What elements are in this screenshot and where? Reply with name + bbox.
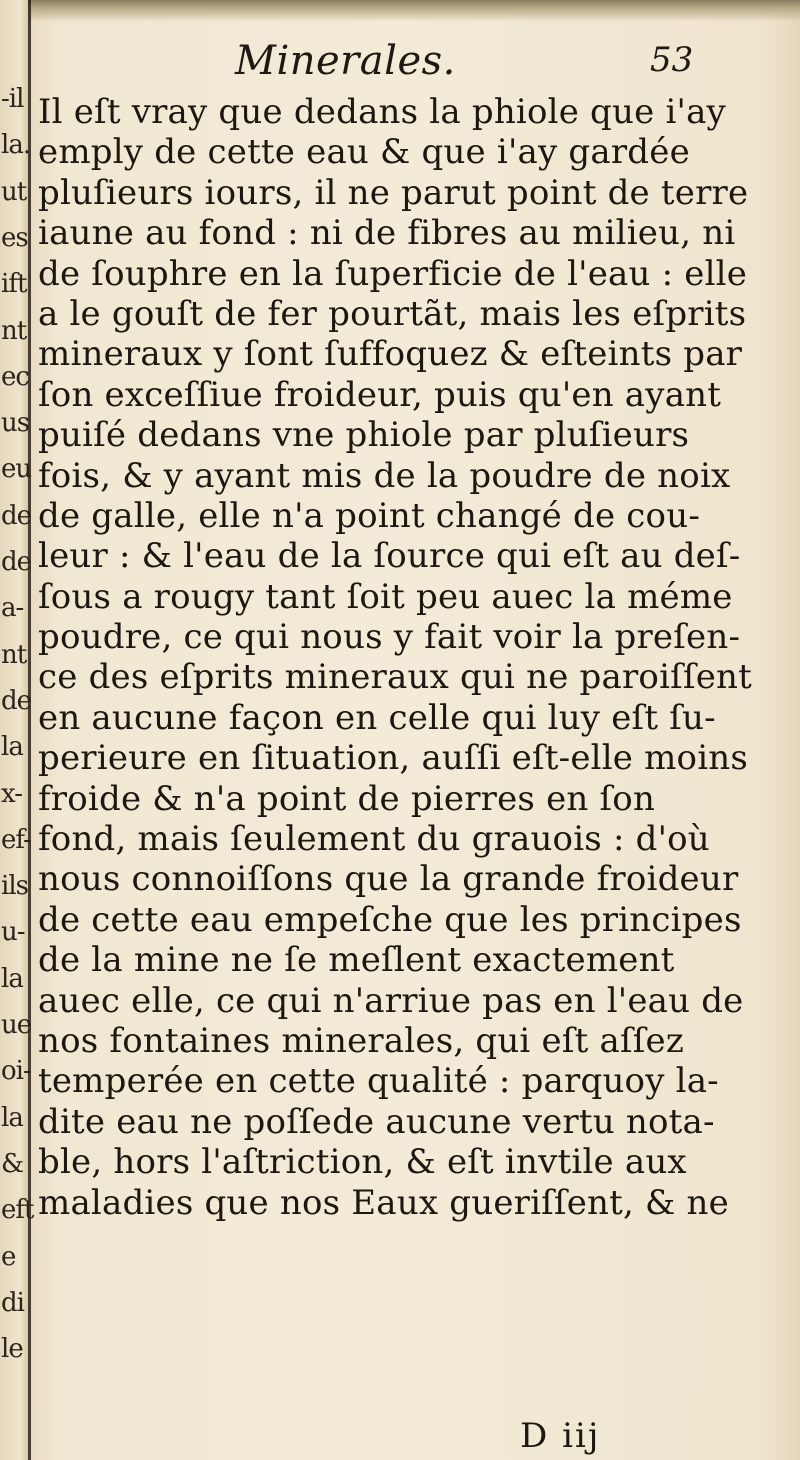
facing-page-fragment: eu [1, 454, 32, 485]
text-line: auec elle, ce qui n'arriue pas en l'eau de [38, 980, 744, 1021]
text-line: fois, & y ayant mis de la poudre de noix [38, 455, 731, 496]
text-line: emply de cette eau & que i'ay gardée [38, 132, 690, 173]
text-line: poudre, ce qui nous y fait voir la preſen- [38, 617, 741, 658]
facing-page-fragment: -il [1, 84, 24, 114]
facing-page-fragment: de [1, 547, 32, 577]
facing-page-fragment: u- [1, 917, 25, 948]
body-text [38, 92, 758, 1223]
text-line: de la mine ne ſe meſlent exactement [38, 940, 675, 981]
facing-page-fragment: oi- [1, 1056, 31, 1087]
facing-page-fragment: de [1, 685, 32, 716]
text-line: ble, hors l'aſtriction, & eſt invtile aux [38, 1142, 687, 1183]
facing-page-fragment: la [1, 1102, 23, 1133]
text-line: Il eſt vray que dedans la phiole que i'ay [38, 92, 726, 132]
facing-page-fragment: la [1, 963, 23, 994]
text-line: ce des eſprits mineraux qui ne paroiſſent [38, 657, 753, 698]
facing-page-fragment: ue [1, 1010, 32, 1040]
facing-page-fragment: nt [1, 639, 27, 670]
text-line: maladies que nos Eaux gueriſſent, & ne [38, 1182, 729, 1223]
facing-page-fragment: ift [1, 269, 27, 300]
running-head: Minerales. [235, 38, 456, 84]
text-line: froide & n'a point de pierres en ſon [38, 778, 656, 819]
page-number: 53 [650, 40, 694, 80]
text-line: pluſieurs iours, il ne parut point de terre [38, 172, 749, 213]
text-line: a le gouſt de fer pourtãt, mais les eſprits [38, 293, 747, 334]
text-line: de galle, elle n'a point changé de cou- [38, 495, 701, 536]
text-line: nos fontaines minerales, qui eſt aſſez [38, 1020, 684, 1061]
facing-page-fragment: la [1, 732, 23, 763]
facing-page-fragment: ils [1, 871, 28, 902]
text-line: perieure en ſituation, auſſi eſt-elle moins [38, 738, 749, 779]
facing-page-fragment: de [1, 500, 32, 531]
facing-page-fragment: us [1, 408, 30, 439]
text-line: fond, mais ſeulement du grauois : d'où [38, 819, 710, 860]
facing-page-fragments [0, 0, 34, 1460]
text-line: mineraux y ſont ſuffoquez & eſteints par [38, 334, 743, 375]
text-line: en aucune façon en celle qui luy eſt ſu- [38, 697, 716, 738]
text-line: ſous a rougy tant ſoit peu auec la méme [38, 576, 733, 617]
text-line: temperée en cette qualité : parquoy la- [38, 1061, 719, 1102]
text-line: dite eau ne poſſede aucune vertu nota- [38, 1101, 715, 1142]
facing-page-fragment: eft [1, 1195, 34, 1226]
text-line: de ſouphre en la ſuperficie de l'eau : elle [38, 253, 748, 294]
facing-page-fragment: e [1, 1241, 16, 1272]
text-line: de cette eau empeſche que les principes [38, 899, 742, 940]
text-line: leur : & l'eau de la ſource qui eſt au deſ- [38, 536, 741, 577]
signature-mark: D iij [520, 1416, 601, 1456]
page-top-shadow [0, 0, 800, 22]
facing-page-fragment: & [1, 1148, 24, 1179]
page-header [60, 38, 760, 88]
text-line: nous connoiſſons que la grande froideur [38, 859, 739, 900]
facing-page-fragment: ef- [1, 824, 31, 855]
facing-page-fragment: ec [1, 361, 29, 392]
facing-page-fragment: le [1, 1334, 23, 1365]
facing-page-fragment: la. [1, 130, 31, 161]
facing-page-fragment: nt [1, 315, 27, 346]
facing-page-fragment: di [1, 1287, 24, 1318]
text-line: ſon exceſſiue froideur, puis qu'en ayant [38, 374, 722, 415]
text-line: puiſé dedans vne phiole par pluſieurs [38, 415, 690, 456]
text-line: iaune au fond : ni de fibres au milieu, ni [38, 213, 736, 254]
facing-page-fragment: ut [1, 176, 27, 207]
facing-page-fragment: a- [1, 593, 24, 624]
facing-page-fragment: es [1, 222, 28, 253]
facing-page-fragment: x- [1, 778, 22, 809]
